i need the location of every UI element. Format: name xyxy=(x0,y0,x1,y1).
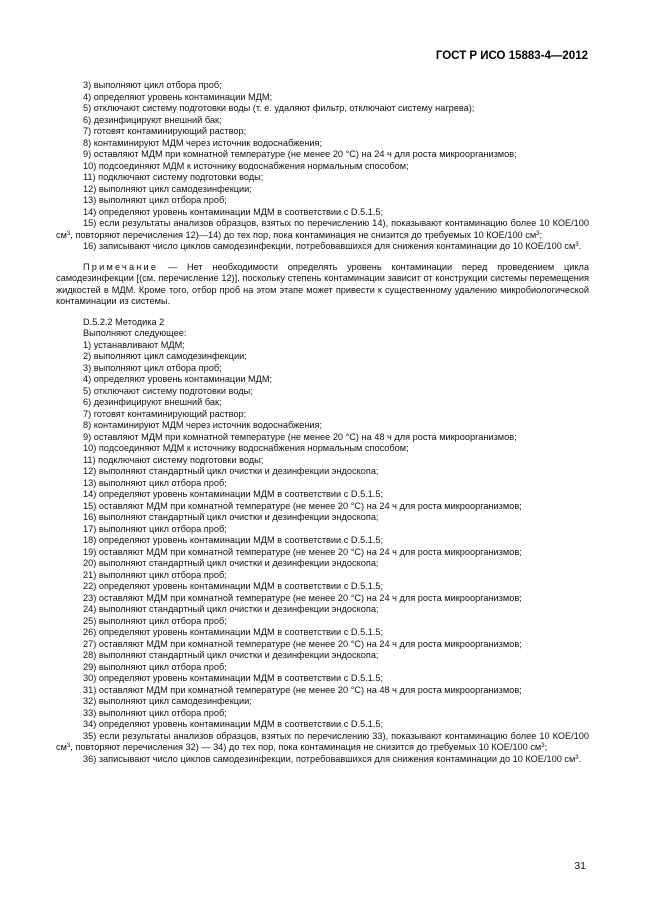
standard-code-header: ГОСТ Р ИСО 15883-4—2012 xyxy=(435,50,588,62)
list-item: 14) определяют уровень контаминации МДМ в соответствии с D.5.1.5; xyxy=(83,206,384,217)
list-item: 24) выполняют стандартный цикл очистки и дезинфекции эндоскопа; xyxy=(83,604,379,614)
list-item: 4) определяют уровень контаминации МДМ; xyxy=(83,374,273,384)
list-item: 8) контаминируют МДМ через источник водоснабжения; xyxy=(83,137,323,148)
list-item: 20) выполняют стандартный цикл очистки и дезинфекции эндоскопа; xyxy=(83,558,379,568)
list-item-35: 35) если результаты анализов образцов, взятых по перечислению 33), показывают контаминацию более 10 КОЕ/100 $см^3$, повторяют перечисления 32) — 34) до тех пор, пока контаминация не снизится до требуемых 10 КОЕ/100 $см^3$; xyxy=(56,730,589,752)
list-item: 1) устанавливают МДМ; xyxy=(83,339,185,350)
list-item: 10) подсоединяют МДМ к источнику водоснабжения нормальным способом; xyxy=(83,443,409,453)
list-item: 21) выполняют цикл отбора проб; xyxy=(83,569,227,580)
list-item: 30) определяют уровень контаминации МДМ в соответствии с D.5.1.5; xyxy=(83,673,384,683)
list-item: 11) подключают систему подготовки воды; xyxy=(83,172,264,182)
list-item: 18) определяют уровень контаминации МДМ в соответствии с D.5.1.5; xyxy=(83,535,384,545)
list-item: 4) определяют уровень контаминации МДМ; xyxy=(83,91,273,102)
list-item: 2) выполняют цикл самодезинфекции; xyxy=(83,351,247,361)
method-2-list xyxy=(56,317,589,766)
list-item: 6) дезинфицируют внешний бак; xyxy=(83,114,222,125)
list-item: 16) выполняют стандартный цикл очистки и дезинфекции эндоскопа; xyxy=(83,512,379,522)
note-label: Примечание xyxy=(83,261,159,272)
list-item: 23) оставляют МДМ при комнатной температуре (не менее 20 °С) на 24 ч для роста микроорганизмов; xyxy=(83,592,522,603)
list-item: 12) выполняют цикл самодезинфекции; xyxy=(83,183,252,194)
list-item: 31) оставляют МДМ при комнатной температуре (не менее 20 °С) на 48 ч для роста микроорганизмов; xyxy=(83,684,522,695)
list-item: 5) отключают систему подготовки воды; xyxy=(83,385,253,396)
list-item: 29) выполняют цикл отбора проб; xyxy=(83,661,227,672)
list-item: 33) выполняют цикл отбора проб; xyxy=(83,707,227,718)
section-intro: Выполняют следующее: xyxy=(83,328,187,338)
note-text: — Нет необходимости определять уровень контаминации перед проведением цикла самодезинфекции [(см. перечисление 12)], поскольку степень контаминации зависит от конструкции системы перемещения жидкостей в МДМ. Кроме того, отбор проб на этом этапе может привести к существенному удалению микробиологической контаминации из системы. xyxy=(56,261,589,306)
list-item: 9) оставляют МДМ при комнатной температуре (не менее 20 °С) на 24 ч для роста микроорганизмов; xyxy=(83,149,517,159)
list-item: 13) выполняют цикл отбора проб; xyxy=(83,195,227,205)
list-item: 27) оставляют МДМ при комнатной температуре (не менее 20 °С) на 24 ч для роста микроорганизмов; xyxy=(83,638,522,649)
method-1-list xyxy=(56,80,589,253)
list-item: 17) выполняют цикл отбора проб; xyxy=(83,523,227,534)
document-body xyxy=(56,80,589,765)
section-heading: D.5.2.2 Методика 2 xyxy=(83,316,165,327)
list-item: 22) определяют уровень контаминации МДМ в соответствии с D.5.1.5; xyxy=(83,581,384,591)
list-item: 7) готовят контаминирующий раствор; xyxy=(83,408,247,419)
list-item: 6) дезинфицируют внешний бак; xyxy=(83,397,222,407)
page-number: 31 xyxy=(574,860,586,872)
list-item: 8) контаминируют МДМ через источник водоснабжения; xyxy=(83,420,323,430)
list-item: 15) оставляют МДМ при комнатной температуре (не менее 20 °С) на 24 ч для роста микроорганизмов; xyxy=(83,500,522,511)
list-item: 13) выполняют цикл отбора проб; xyxy=(83,477,227,488)
list-item: 5) отключают систему подготовки воды (т. е. удаляют фильтр, отключают систему нагрева); xyxy=(83,103,475,113)
list-item: 32) выполняют цикл самодезинфекции; xyxy=(83,696,252,706)
list-item: 19) оставляют МДМ при комнатной температуре (не менее 20 °С) на 24 ч для роста микроорганизмов; xyxy=(83,546,522,557)
list-item: 28) выполняют стандартный цикл очистки и дезинфекции эндоскопа; xyxy=(83,650,379,660)
list-item-36: 36) записывают число циклов самодезинфекции, потребовавшихся для снижения контаминации до 10 КОЕ/100 $см^3$. xyxy=(83,753,582,764)
list-item: 10) подсоединяют МДМ к источнику водоснабжения нормальным способом; xyxy=(83,160,409,171)
list-item: 26) определяют уровень контаминации МДМ в соответствии с D.5.1.5; xyxy=(83,627,384,637)
list-item: 7) готовят контаминирующий раствор; xyxy=(83,126,247,136)
note-paragraph xyxy=(56,262,589,308)
list-item-15: 15) если результаты анализов образцов, взятых по перечислению 14), показывают контаминацию более 10 КОЕ/100 $см^3$, повторяют перечисления 12)—14) до тех пор, пока контаминация не снизится до требуемых 10 КОЕ/100 $см^3$; xyxy=(56,218,589,240)
list-item-16: 16) записывают число циклов самодезинфекции, потребовавшихся для снижения контаминации до 10 КОЕ/100 $см^3$. xyxy=(83,241,582,251)
list-item: 11) подключают систему подготовки воды; xyxy=(83,454,264,465)
list-item: 9) оставляют МДМ при комнатной температуре (не менее 20 °С) на 48 ч для роста микроорганизмов; xyxy=(83,431,517,442)
list-item: 25) выполняют цикл отбора проб; xyxy=(83,615,227,626)
list-item: 12) выполняют стандартный цикл очистки и дезинфекции эндоскопа; xyxy=(83,466,379,476)
list-item: 3) выполняют цикл отбора проб; xyxy=(83,80,222,90)
list-item: 34) определяют уровень контаминации МДМ в соответствии с D.5.1.5; xyxy=(83,719,384,729)
list-item: 3) выполняют цикл отбора проб; xyxy=(83,362,222,373)
list-item: 14) определяют уровень контаминации МДМ в соответствии с D.5.1.5; xyxy=(83,489,384,499)
